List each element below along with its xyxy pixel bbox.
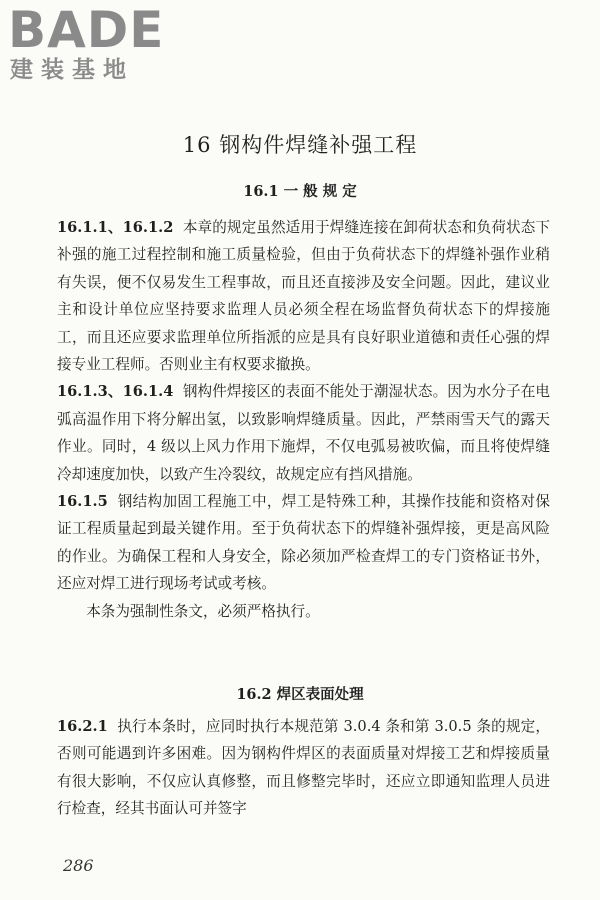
- section-16-2-body: [57, 713, 550, 823]
- clause-number: 16.1.5: [57, 493, 108, 511]
- clause-16-1-3: [57, 378, 550, 488]
- clause-16-2-1: [57, 713, 550, 823]
- clause-number: 16.1.1、16.1.2: [57, 219, 174, 236]
- section-title-16-2: 16.2 焊区表面处理: [236, 686, 364, 703]
- logo-subtitle: 建装基地: [10, 57, 134, 83]
- clause-text: 执行本条时，应同时执行本规范第 3.0.4 条和第 3.0.5 条的规定，否则可能遇到许多困难。因为钢构件焊区的表面质量对焊接工艺和焊接质量有很大影响，不仅应认真修整，而且修整完毕时，还应立即通知监理人员进行检查，经其书面认可并签字: [57, 718, 551, 818]
- section-title-16-1: 16.1 一 般 规 定: [243, 183, 357, 200]
- logo-wordmark: BADE: [8, 1, 165, 59]
- page-number: 286: [63, 856, 94, 875]
- clause-16-1-1: [57, 214, 550, 378]
- clause-number: 16.1.3、16.1.4: [57, 383, 174, 401]
- clause-text: 钢结构加固工程施工中，焊工是特殊工种，其操作技能和资格对保证工程质量起到最关键作用。至于负荷状态下的焊缝补强焊接，更是高风险的作业。为确保工程和人身安全，除必须加严检查焊工的专门资格证书外，还应对焊工进行现场考试或考核。: [57, 493, 550, 593]
- chapter-title: 16 钢构件焊缝补强工程: [182, 133, 418, 157]
- clause-number: 16.2.1: [57, 718, 108, 735]
- clause-text: 钢构件焊接区的表面不能处于潮湿状态。因为水分子在电弧高温作用下将分解出氢，以致影响焊缝质量。因此，严禁雨雪天气的露天作业。同时，4 级以上风力作用下施焊，不仅电弧易被吹偏，而且将使焊缝冷却速度加快，以致产生冷裂纹，故规定应有挡风措施。: [57, 383, 551, 483]
- clause-16-1-5: [57, 488, 550, 598]
- mandatory-note: 本条为强制性条文，必须严格执行。: [86, 602, 320, 620]
- clause-text: 本章的规定虽然适用于焊缝连接在卸荷状态和负荷状态下补强的施工过程控制和施工质量检验，但由于负荷状态下的焊缝补强作业稍有失误，便不仅易发生工程事故，而且还直接涉及安全问题。因此，建议业主和设计单位应坚持要求监理人员必须全程在场监督负荷状态下的焊接施工，而且还应要求监理单位所指派的应是具有良好职业道德和责任心强的焊接专业工程师。否则业主有权要求撤换。: [57, 219, 551, 374]
- section-16-1-body: [57, 214, 550, 625]
- bade-logo: [8, 1, 165, 84]
